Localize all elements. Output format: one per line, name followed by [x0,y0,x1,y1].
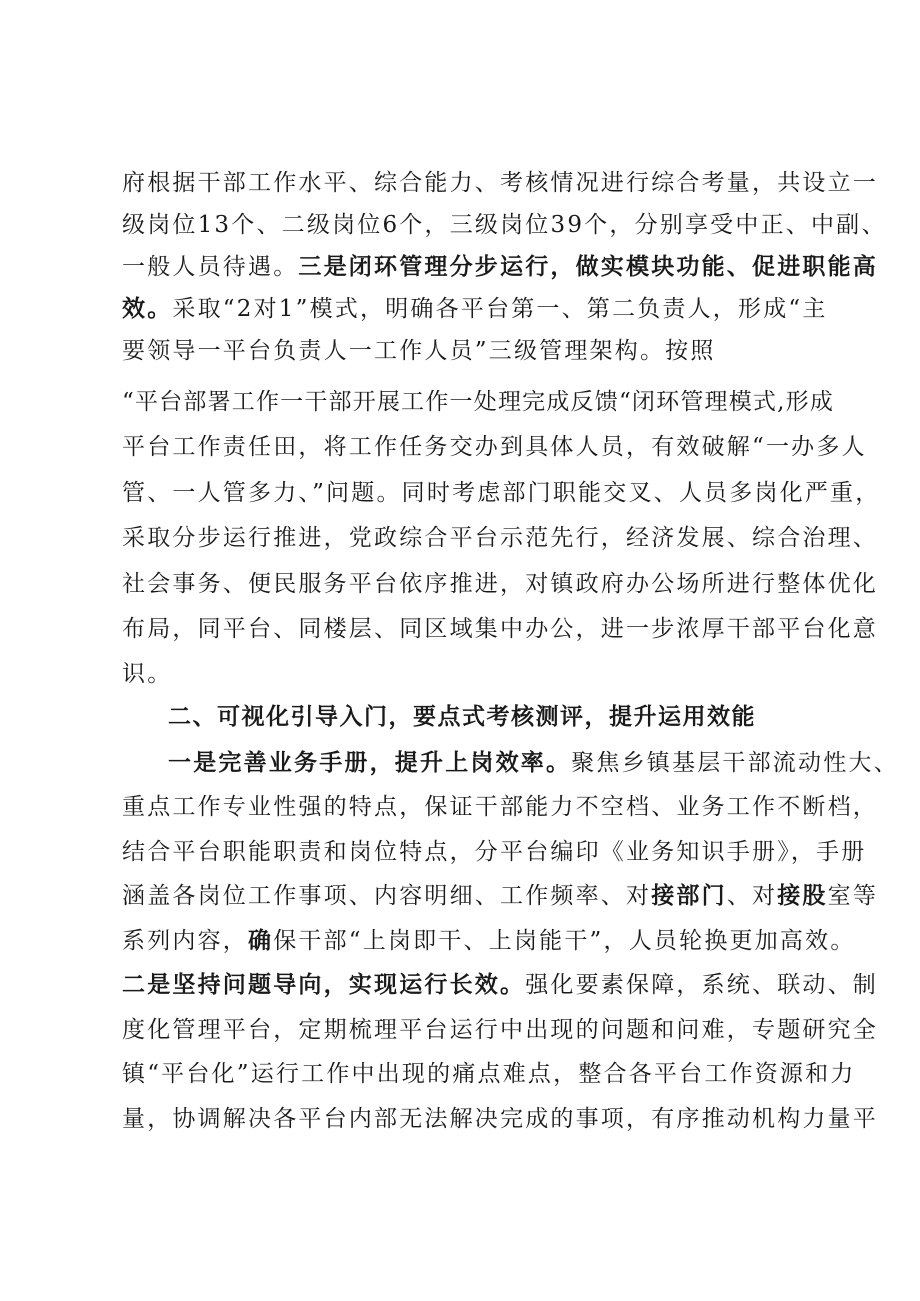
paragraph-line [168,748,899,778]
paragraph-line [122,614,878,644]
paragraph-line [122,1015,878,1045]
text-run: 聚焦乡镇基层干部流动性大、 [571,750,899,776]
paragraph-line [122,478,881,508]
text-run: 采取“2对1”模式，明确各平台第一、第二负责人，形成“主 [172,296,828,322]
text-run: 量，协调解决各平台内部无法解决完成的事项，有序推动机构力量平 [122,1106,878,1132]
text-run: 度化管理平台，定期梳理平台运行中出现的问题和问难，专题研究全 [122,1017,878,1043]
paragraph-line [122,523,878,553]
paragraph-line [122,659,822,689]
paragraph-line [122,837,867,867]
bold-text-run: 效。 [122,296,173,322]
text-run: 要领导一平台负责人一工作人员”三级管理架构。按照 [122,338,716,364]
bold-text-run: 二是坚持问题导向，实现运行长效。 [122,972,526,998]
paragraph-line [122,210,887,240]
text-run: 社会事务、便民服务平台依序推进，对镇政府办公场所进行整体优化 [122,571,878,597]
bold-text-run: 接部门 [651,883,727,909]
text-run: 、对 [726,883,778,909]
paragraph-line [122,336,822,366]
bold-text-run: 确 [248,928,274,954]
paragraph-line [122,1059,856,1089]
text-run: 镇“平台化”运行工作中出现的痛点难点，整合各平台工作资源和力 [122,1061,856,1087]
bold-text-run: 一是完善业务手册，提升上岗效率。 [168,750,572,776]
text-run: 管、一人管多力、”问题。同时考虑部门职能交叉、人员多岗化严重， [122,480,881,506]
text-run: 布局，同平台、同楼层、同区域集中办公，进一步浓厚干部平台化意 [122,616,878,642]
paragraph-line [122,926,856,956]
text-run: 一般人员待遇。 [122,254,299,280]
text-run: 府根据干部工作水平、综合能力、考核情况进行综合考量，共设立一 [122,170,878,196]
paragraph-line [122,387,835,417]
heading-text: 二、可视化引导入门，要点式考核测评，提升运用效能 [168,704,756,730]
text-run: 保干部“上岗即干、上岗能干”，人员轮换更加高效。 [273,928,856,954]
text-run: 结合平台职能职责和岗位特点，分平台编印《业务知识手册》，手册 [122,839,867,865]
paragraph-line [122,168,878,198]
bold-text-run: 接股 [777,883,828,909]
paragraph-line [122,792,878,822]
text-run: 识。 [122,661,173,687]
text-run: 重点工作专业性强的特点，保证干部能力不空档、业务工作不断档， [122,794,878,820]
paragraph-line [122,1104,878,1134]
paragraph-line [122,432,867,462]
text-run: 强化要素保障，系统、联动、制 [525,972,879,998]
paragraph-line [122,970,879,1000]
paragraph-line [122,294,828,324]
text-run: 平台工作责任田，将工作任务交办到具体人员，有效破解“一办多人 [122,434,867,460]
text-run: “平台部署工作一干部开展工作一处理完成反馈“闭环管理模式,形成 [122,389,835,415]
text-run: 系列内容， [122,928,248,954]
paragraph-line [122,252,879,282]
text-run: 室等 [827,883,879,909]
bold-text-run: 三是闭环管理分步运行，做实模块功能、促进职能高 [298,254,879,280]
text-run: 涵盖各岗位工作事项、内容明细、工作频率、对 [122,883,652,909]
paragraph-line [122,881,879,911]
paragraph-line [122,569,878,599]
text-run: 采取分步运行推进，党政综合平台示范先行，经济发展、综合治理、 [122,525,878,551]
text-run: 级岗位13个、二级岗位6个，三级岗位39个，分别享受中正、中副、 [122,212,887,238]
section-heading [168,702,868,732]
